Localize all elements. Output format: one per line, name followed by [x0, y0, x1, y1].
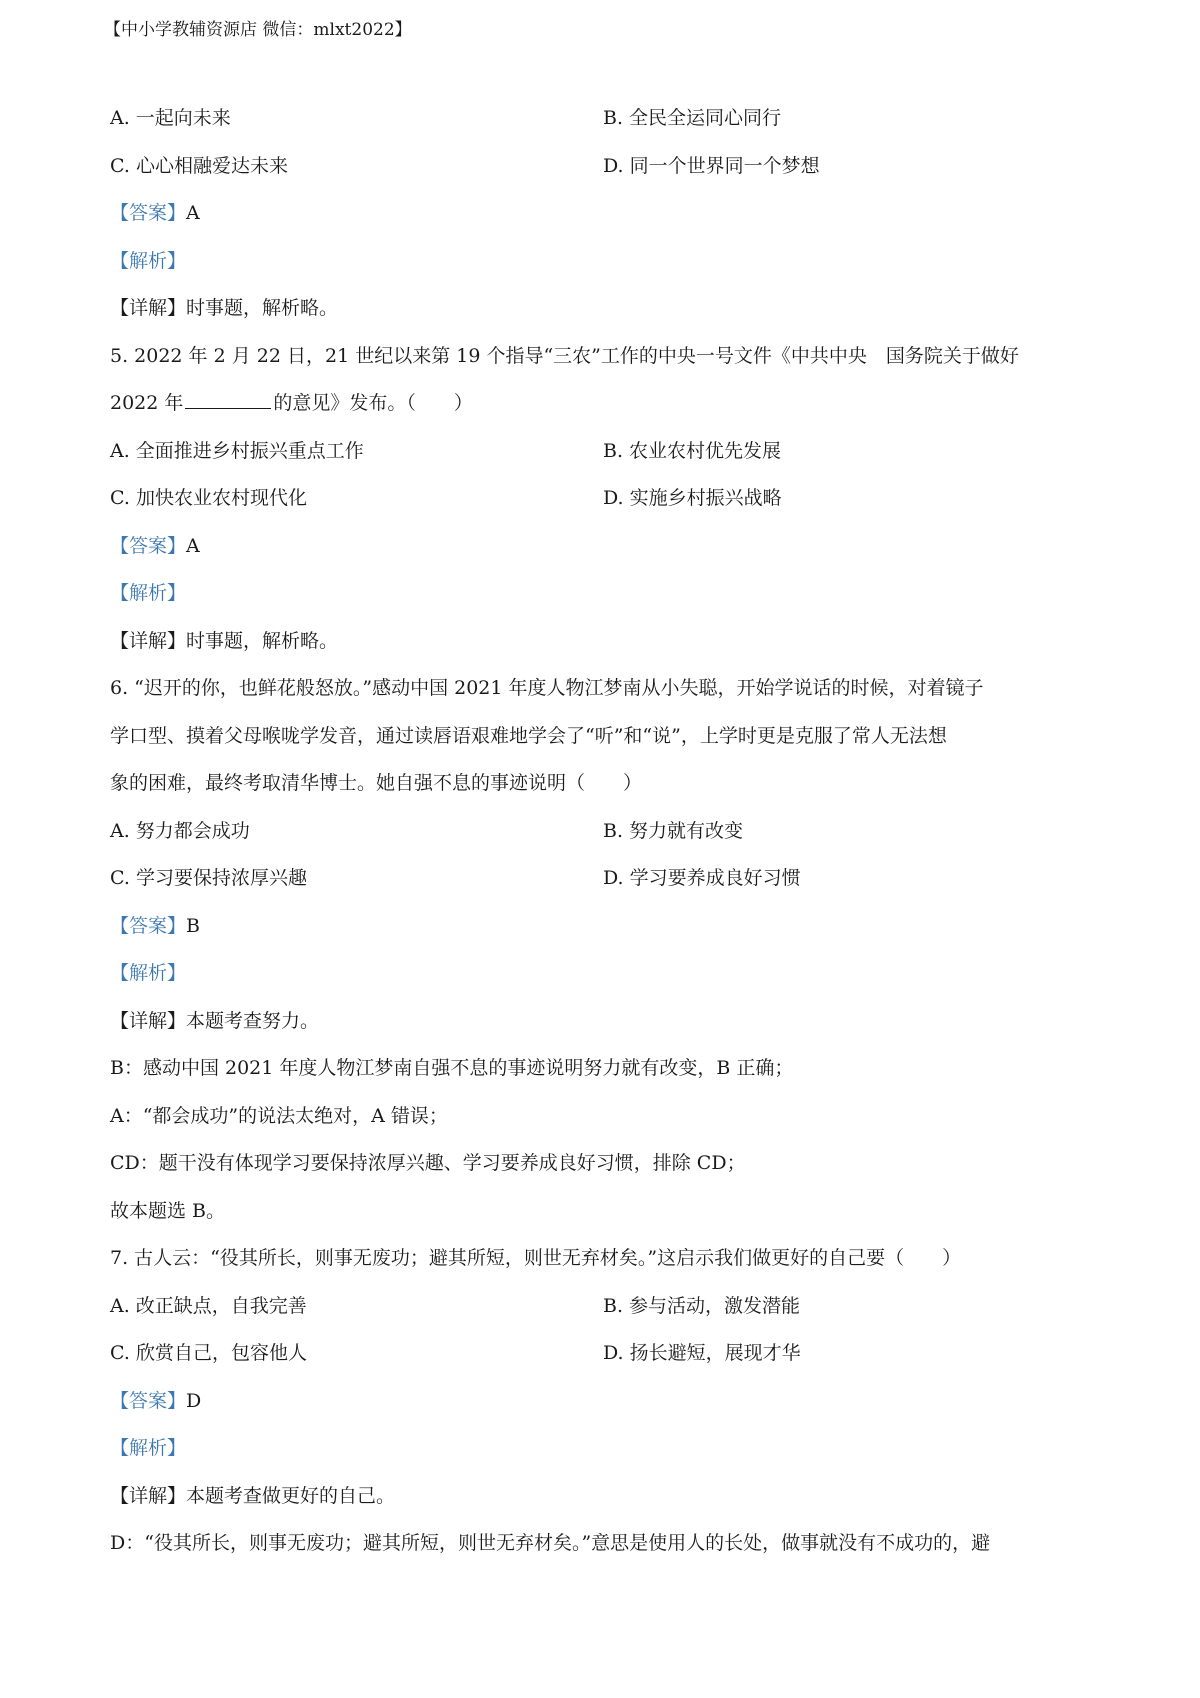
q5-stem-line-2: [110, 380, 1110, 428]
answer-label: 【答案】: [110, 1389, 187, 1412]
q6-stem-line-1: 6. “迟开的你，也鲜花般怒放。”感动中国 2021 年度人物江梦南从小失聪，开始学说话的时候，对着镜子: [110, 677, 984, 699]
q7-answer: [110, 1378, 1110, 1426]
q7-option-b: B. 参与活动，激发潜能: [603, 1294, 801, 1317]
q7-explain: D：“役其所长，则事无废功；避其所短，则世无弃材矣。”意思是使用人的长处，做事就没有不成功的，避: [110, 1532, 991, 1554]
q4-analysis: [110, 238, 1110, 286]
q5-detail: [110, 618, 1110, 666]
answer-label: 【答案】: [110, 914, 187, 937]
q6-option-a: A. 努力都会成功: [110, 819, 250, 842]
q4-answer: [110, 190, 1110, 238]
q4-detail-text: 时事题，解析略。: [186, 297, 339, 319]
q7-detail: [110, 1473, 1110, 1521]
q5-stem-line-1: 5. 2022 年 2 月 22 日，21 世纪以来第 19 个指导“三农”工作的中央一号文件《中共中央 国务院关于做好: [110, 344, 1019, 367]
detail-label: 【详解】: [110, 1484, 187, 1507]
q4-options-row-1: [110, 95, 1110, 143]
analysis-label: 【解析】: [110, 962, 187, 984]
analysis-label: 【解析】: [110, 582, 187, 604]
q6-stem-line-3: 象的困难，最终考取清华博士。她自强不息的事迹说明（ ）: [110, 772, 643, 794]
q7-analysis: [110, 1425, 1110, 1473]
q6-answer-value: B: [186, 914, 200, 937]
detail-label: 【详解】: [110, 297, 187, 319]
q4-option-d: D. 同一个世界同一个梦想: [603, 154, 820, 177]
q5-analysis: [110, 570, 1110, 618]
q7-options-row-1: [110, 1283, 1110, 1331]
q5-answer-value: A: [186, 534, 200, 557]
q5-stem-post: 的意见》发布。（ ）: [273, 392, 473, 414]
answer-label: 【答案】: [110, 534, 187, 557]
detail-label: 【详解】: [110, 629, 187, 652]
q6-answer: [110, 903, 1110, 951]
q4-option-c: C. 心心相融爱达未来: [110, 154, 288, 177]
q4-answer-value: A: [186, 202, 200, 224]
q5-options-row-1: [110, 428, 1110, 476]
q4-options-row-2: [110, 143, 1110, 191]
q4-option-b: B. 全民全运同心同行: [603, 107, 782, 129]
q7-option-d: D. 扬长避短，展现才华: [603, 1342, 801, 1364]
q6-explain-1: B：感动中国 2021 年度人物江梦南自强不息的事迹说明努力就有改变，B 正确；: [110, 1057, 794, 1079]
fill-in-blank: [185, 390, 271, 409]
document-body: [110, 95, 1110, 1568]
q7-option-a: A. 改正缺点，自我完善: [110, 1294, 307, 1317]
q7-options-row-2: [110, 1330, 1110, 1378]
q6-stem-line-2: 学口型、摸着父母喉咙学发音，通过读唇语艰难地学会了“听”和“说”，上学时更是克服了常人无法想: [110, 724, 947, 747]
q5-answer: [110, 523, 1110, 571]
q6-option-d: D. 学习要养成良好习惯: [603, 867, 801, 889]
q5-options-row-2: [110, 475, 1110, 523]
page-header: 【中小学教辅资源店 微信：mlxt2022】: [104, 20, 412, 40]
q6-options-row-2: [110, 855, 1110, 903]
q6-explain-4: 故本题选 B。: [110, 1199, 226, 1222]
q6-options-row-1: [110, 808, 1110, 856]
q6-option-b: B. 努力就有改变: [603, 819, 744, 842]
q6-option-c: C. 学习要保持浓厚兴趣: [110, 867, 307, 889]
detail-label: 【详解】: [110, 1009, 187, 1032]
q6-analysis: [110, 950, 1110, 998]
q5-option-b: B. 农业农村优先发展: [603, 439, 782, 462]
q5-detail-text: 时事题，解析略。: [186, 629, 339, 652]
q4-option-a: A. 一起向未来: [110, 107, 231, 129]
q7-stem: 7. 古人云：“役其所长，则事无废功；避其所短，则世无弃材矣。”这启示我们做更好的自己要（ ）: [110, 1247, 962, 1269]
q7-detail-text: 本题考查做更好的自己。: [186, 1484, 396, 1507]
q6-detail-text: 本题考查努力。: [186, 1009, 320, 1032]
q5-option-a: A. 全面推进乡村振兴重点工作: [110, 439, 364, 462]
analysis-label: 【解析】: [110, 1437, 187, 1459]
q5-stem-pre: 2022 年: [110, 392, 184, 414]
q6-explain-3: CD：题干没有体现学习要保持浓厚兴趣、学习要养成良好习惯，排除 CD；: [110, 1152, 746, 1174]
q5-option-c: C. 加快农业农村现代化: [110, 487, 307, 509]
q7-option-c: C. 欣赏自己，包容他人: [110, 1342, 307, 1364]
answer-label: 【答案】: [110, 202, 187, 224]
analysis-label: 【解析】: [110, 249, 187, 272]
q6-detail: [110, 998, 1110, 1046]
q5-option-d: D. 实施乡村振兴战略: [603, 487, 782, 509]
q7-answer-value: D: [186, 1389, 202, 1412]
q4-detail: [110, 285, 1110, 333]
q6-explain-2: A：“都会成功”的说法太绝对，A 错误；: [110, 1104, 448, 1127]
